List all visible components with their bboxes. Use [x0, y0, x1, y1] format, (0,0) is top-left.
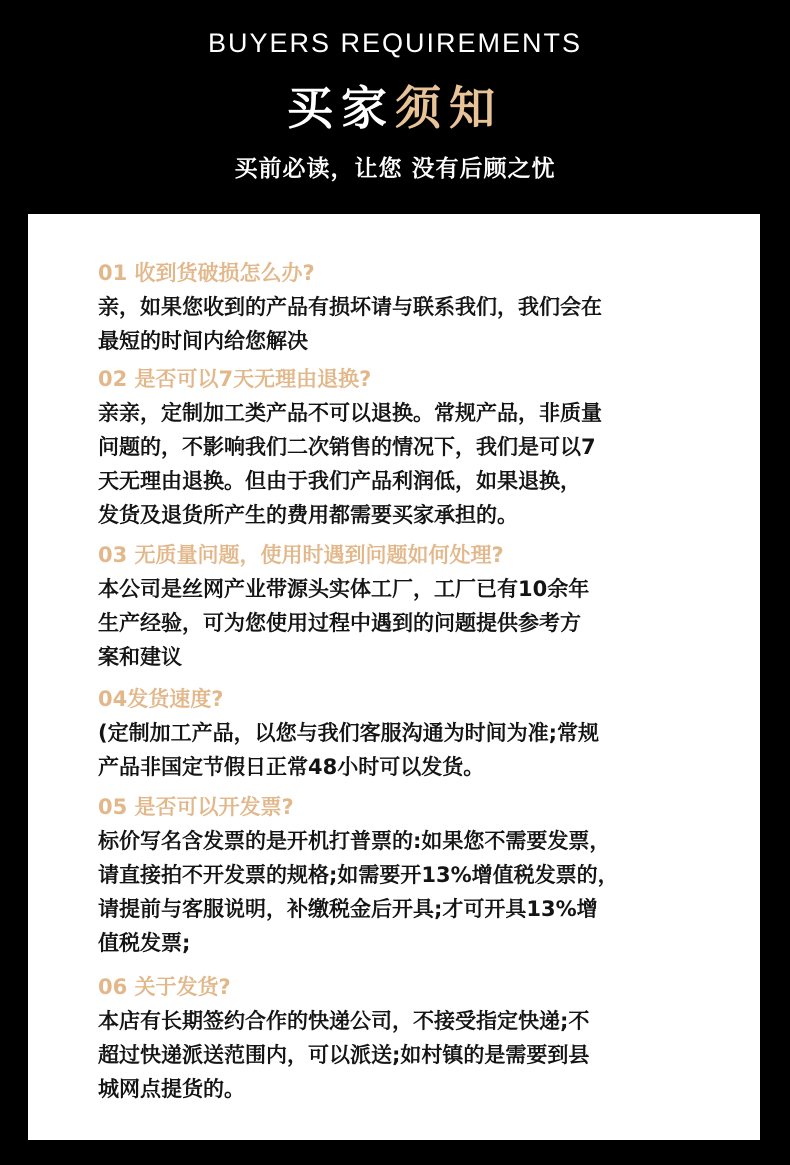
header-title: [0, 72, 790, 138]
header-subtitle-en: BUYERS REQUIREMENTS: [207, 28, 583, 58]
header-title-part2: 须知: [395, 81, 503, 135]
faq-item-4: [98, 682, 599, 784]
faq-answer-line: 请提前与客服说明，补缴税金后开具;才可开具13%增: [98, 897, 598, 921]
faq-answer-line: (定制加工产品，以您与我们客服沟通为时间为准;常规: [98, 721, 599, 745]
faq-answer-line: 亲亲，定制加工类产品不可以退换。常规产品，非质量: [98, 401, 602, 425]
faq-question: 06 关于发货?: [98, 975, 231, 999]
faq-answer-line: 标价写名含发票的是开机打普票的:如果您不需要发票，: [98, 829, 611, 853]
faq-answer-line: 本公司是丝网产业带源头实体工厂，工厂已有10余年: [98, 577, 590, 601]
faq-question: 05 是否可以开发票?: [98, 795, 294, 819]
faq-question: 01 收到货破损怎么办?: [98, 261, 315, 285]
faq-answer-line: 产品非国定节假日正常48小时可以发货。: [98, 755, 485, 779]
header-title-part1: 买家: [287, 81, 395, 135]
faq-answer-line: 最短的时间内给您解决: [98, 329, 308, 353]
faq-panel: [28, 214, 760, 1140]
faq-answer-line: 生产经验，可为您使用过程中遇到的问题提供参考方: [98, 611, 581, 635]
faq-question: 03 无质量问题，使用时遇到问题如何处理?: [98, 543, 504, 567]
faq-answer-line: 亲，如果您收到的产品有损坏请与联系我们，我们会在: [98, 295, 602, 319]
faq-item-3: [98, 538, 589, 674]
faq-answer-line: 案和建议: [98, 645, 182, 669]
faq-question: 04发货速度?: [98, 687, 224, 711]
faq-answer-line: 值税发票;: [98, 931, 191, 955]
faq-item-5: [98, 790, 619, 960]
faq-answer-line: 请直接拍不开发票的规格;如需要开13%增值税发票的，: [98, 863, 619, 887]
faq-item-2: [98, 362, 602, 532]
faq-answer-line: 超过快递派送范围内，可以派送;如村镇的是需要到县: [98, 1043, 590, 1067]
faq-answer-line: 城网点提货的。: [98, 1077, 245, 1101]
header-tagline: 买前必读，让您 没有后顾之忧: [234, 156, 556, 182]
faq-answer-line: 发货及退货所产生的费用都需要买家承担的。: [98, 503, 518, 527]
faq-answer-line: 问题的，不影响我们二次销售的情况下，我们是可以7: [98, 435, 596, 459]
faq-answer-line: 天无理由退换。但由于我们产品利润低，如果退换，: [98, 469, 581, 493]
faq-item-1: [98, 256, 602, 358]
header: [0, 0, 790, 214]
faq-item-6: [98, 970, 589, 1106]
faq-question: 02 是否可以7天无理由退换?: [98, 367, 372, 391]
faq-answer-line: 本店有长期签约合作的快递公司，不接受指定快递;不: [98, 1009, 590, 1033]
